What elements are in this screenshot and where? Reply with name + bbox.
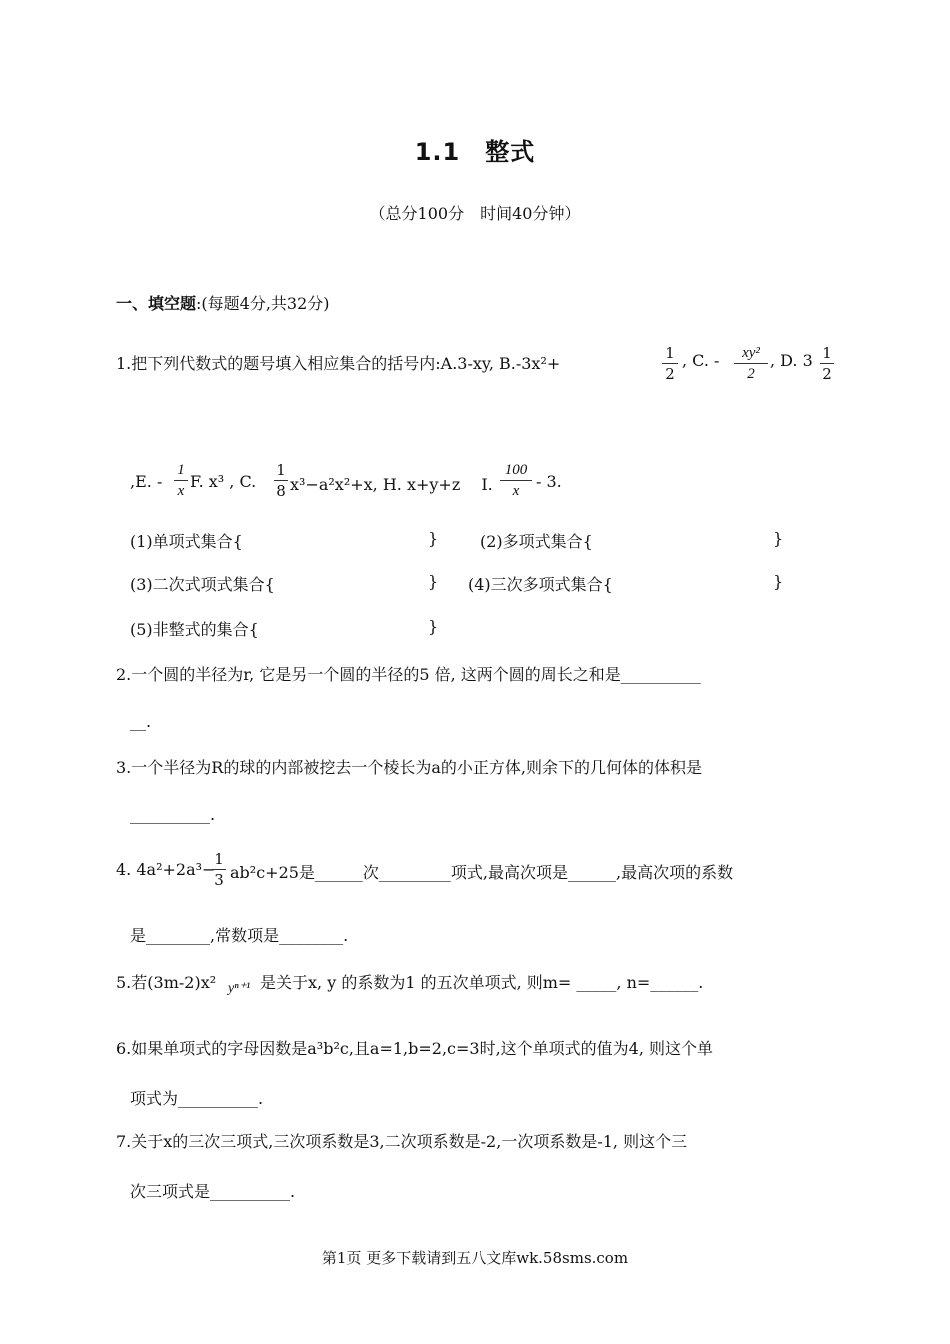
frac-num: 1 [276,461,286,479]
page-subtitle: （总分100分 时间40分钟） [369,204,581,223]
frac-den: 8 [276,482,286,500]
page-title: 1.1 整式 [414,138,536,166]
q1-line2-b: F. x³ , C. [190,472,257,491]
frac-den: 3 [214,871,224,889]
q4-line1-b: ab²c+25是______次_________项式,最高次项是______,最高次项的系数 [230,863,734,882]
q1-set5-close: } [428,617,439,636]
q1-fraction-b [662,344,678,383]
page-footer: 第1页 更多下载请到五八文库wk.58sms.com [321,1249,629,1267]
frac-den: 2 [665,365,675,383]
q1-set3-close: } [428,572,439,591]
q1-line2-a: ,E. - [130,472,163,491]
q1-fraction-e [174,461,188,500]
q3-line2: __________. [130,805,216,824]
frac-num: xy² [742,345,760,361]
q1-set2-close: } [773,529,784,548]
frac-num: 1 [822,344,832,362]
q1-fraction-d [820,344,834,383]
q3-line1: 3.一个半径为R的球的内部被挖去一个棱长为a的小正方体,则余下的几何体的体积是 [116,758,702,777]
q5-line1-b: 是关于x, y 的系数为1 的五次单项式, 则m= _____, n=______. [260,973,704,992]
q4-line1-a: 4. 4a²+2a³− [116,860,216,879]
q1-line1-c: , C. - [682,351,720,370]
section-heading [116,291,330,314]
q7-line1: 7.关于x的三次三项式,三次项系数是3,二次项系数是-2,一次项系数是-1, 则这个三 [116,1132,688,1151]
q6-line1: 6.如果单项式的字母因数是a³b²c,且a=1,b=2,c=3时,这个单项式的值为4, 则这个单 [116,1039,714,1058]
q1-fraction-i [500,461,532,500]
frac-num: 1 [665,344,675,362]
frac-num: 1 [214,850,224,868]
q1-set2: (2)多项式集合{ [480,532,593,551]
q1-set1-close: } [428,529,439,548]
section-note: :(每题4分,共32分) [196,294,330,313]
q6-line2: 项式为__________. [130,1089,264,1108]
q1-set1: (1)单项式集合{ [130,532,243,551]
q1-set4-close: } [773,572,784,591]
frac-num: 100 [504,462,528,478]
q1-set4: (4)三次多项式集合{ [468,575,613,594]
q1-fraction-c [734,344,768,383]
frac-den: x [512,483,520,499]
q2-line1: 2.一个圆的半径为r, 它是另一个圆的半径的5 倍, 这两个圆的周长之和是__________ [116,665,701,684]
q1-fraction-g [274,461,288,500]
q5-exponent-y: yⁿ⁺¹ [228,981,251,996]
q1-set5: (5)非整式的集合{ [130,620,259,639]
frac-den: 2 [747,366,755,382]
q1-set3: (3)二次式项式集合{ [130,575,275,594]
q4-line2: 是________,常数项是________. [130,926,349,945]
frac-num: 1 [177,462,185,478]
frac-den: x [177,483,185,499]
section-title: 一、填空题 [116,294,197,313]
q2-line2: __. [130,712,152,731]
q5-line1-a: 5.若(3m-2)x² [116,973,217,992]
q1-line1-d: , D. 3 [770,351,813,370]
q1-line2-d: - 3. [536,472,562,491]
q4-fraction [212,850,226,889]
frac-den: 2 [822,365,832,383]
q7-line2: 次三项式是__________. [130,1182,296,1201]
q1-line1: 1.把下列代数式的题号填入相应集合的括号内:A.3-xy, B.-3x²+ [116,354,561,373]
q1-line2-c: x³−a²x²+x, H. x+y+z I. [290,475,493,494]
